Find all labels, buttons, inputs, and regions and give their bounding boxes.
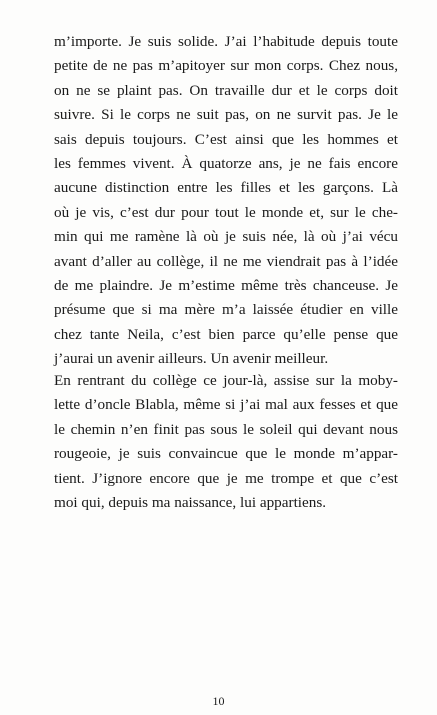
text-line: lette d’oncle Blabla, même si j’ai mal aux fesses et que	[54, 396, 398, 414]
page-number: 10	[212, 694, 225, 708]
text-line: j’aurai un avenir ailleurs. Un avenir meilleur.	[54, 350, 329, 368]
text-line: aucune distinction entre les filles et les garçons. Là	[54, 179, 398, 197]
text-line: suivre. Si le corps ne suit pas, on ne survit pas. Je le	[54, 106, 398, 124]
paragraph-1	[54, 30, 398, 371]
text-line: de me plaindre. Je m’estime même très chanceuse. Je	[54, 276, 398, 294]
text-line: les femmes vivent. À quatorze ans, je ne fais encore	[54, 154, 398, 172]
text-line: petite de ne pas m’apitoyer sur mon corps. Chez nous,	[54, 57, 398, 75]
paragraph-2	[54, 369, 398, 515]
text-line: sais depuis toujours. C’est ainsi que les hommes et	[54, 130, 398, 148]
text-line: on ne se plaint pas. On travaille dur et le corps doit	[54, 81, 398, 99]
text-line: le chemin n’en finit pas sous le soleil qui devant nous	[54, 420, 398, 438]
text-line: présume que si ma mère m’a laissée étudier en ville	[54, 301, 398, 319]
text-line: avant d’aller au collège, il ne me viendrait pas à l’idée	[54, 252, 398, 270]
text-line: chez tante Neila, c’est bien parce qu’elle pense que	[54, 325, 398, 343]
text-line: tient. J’ignore encore que je me trompe et que c’est	[54, 469, 398, 487]
text-line: où je vis, c’est dur pour tout le monde et, sur le che-	[54, 203, 398, 221]
text-line: En rentrant du collège ce jour-là, assise sur la moby-	[54, 372, 398, 389]
text-line: min qui me ramène là où je suis née, là où j’ai vécu	[54, 228, 398, 246]
text-line: m’importe. Je suis solide. J’ai l’habitude depuis toute	[54, 33, 398, 50]
text-line: rougeoie, je suis convaincue que le monde m’appar-	[54, 445, 398, 463]
text-line: moi qui, depuis ma naissance, lui appartiens.	[54, 493, 327, 511]
